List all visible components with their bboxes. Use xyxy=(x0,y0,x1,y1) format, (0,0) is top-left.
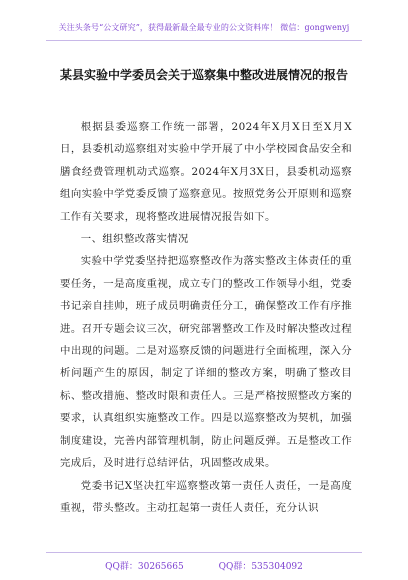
document-title: 某县实验中学委员会关于巡察集中整改进展情况的报告 xyxy=(59,68,348,82)
bottom-divider xyxy=(46,552,362,553)
paragraph-secretary: 党委书记X坚决扛牢巡察整改第一责任人责任，一是高度重视，带头整改。主动扛起第一责任人责任，充分认识 xyxy=(60,479,352,514)
document-body xyxy=(60,116,352,519)
bottom-banner xyxy=(0,559,408,572)
top-divider xyxy=(46,40,362,41)
paragraph-intro: 根据县委巡察工作统一部署，2024年X月X日至X月X日，县委机动巡察组对实验中学开展了中小学校园食品安全和膳食经费管理机动式巡察。2024年X月3X日，县委机动巡察组向实验中学党委反馈了巡察意见。按照党务公开原则和巡察工作有关要求，现将整改进展情况报告如下。 xyxy=(60,121,352,223)
paragraph-rectification: 实验中学党委坚持把巡察整改作为落实整改主体责任的重要任务，一是高度重视，成立专门的整改工作领导小组，党委书记亲自挂帅，班子成员明确责任分工，确保整改工作有序推进。召开专题会议三次，研究部署整改工作及时解决整改过程中出现的问题。二是对巡察反馈的问题进行全面梳理，深入分析问题产生的原因，制定了详细的整改方案，明确了整改目标、整改措施、整改时限和责任人。三是严格按照整改方案的要求，认真组织实施整改工作。四是以巡察整改为契机，加强制度建设，完善内部管理机制，防止问题反弹。五是整改工作完成后，及时进行总结评估，巩固整改成果。 xyxy=(60,255,352,470)
qq-group-1: QQ群：30265665 xyxy=(105,562,184,572)
qq-group-2: QQ群：535304092 xyxy=(218,562,303,572)
top-banner: 关注头条号“公文研究”，获得最新最全最专业的公文资料库！ 微信：gongwenyj xyxy=(58,23,350,32)
section-heading: 一、组织整改落实情况 xyxy=(80,233,189,246)
